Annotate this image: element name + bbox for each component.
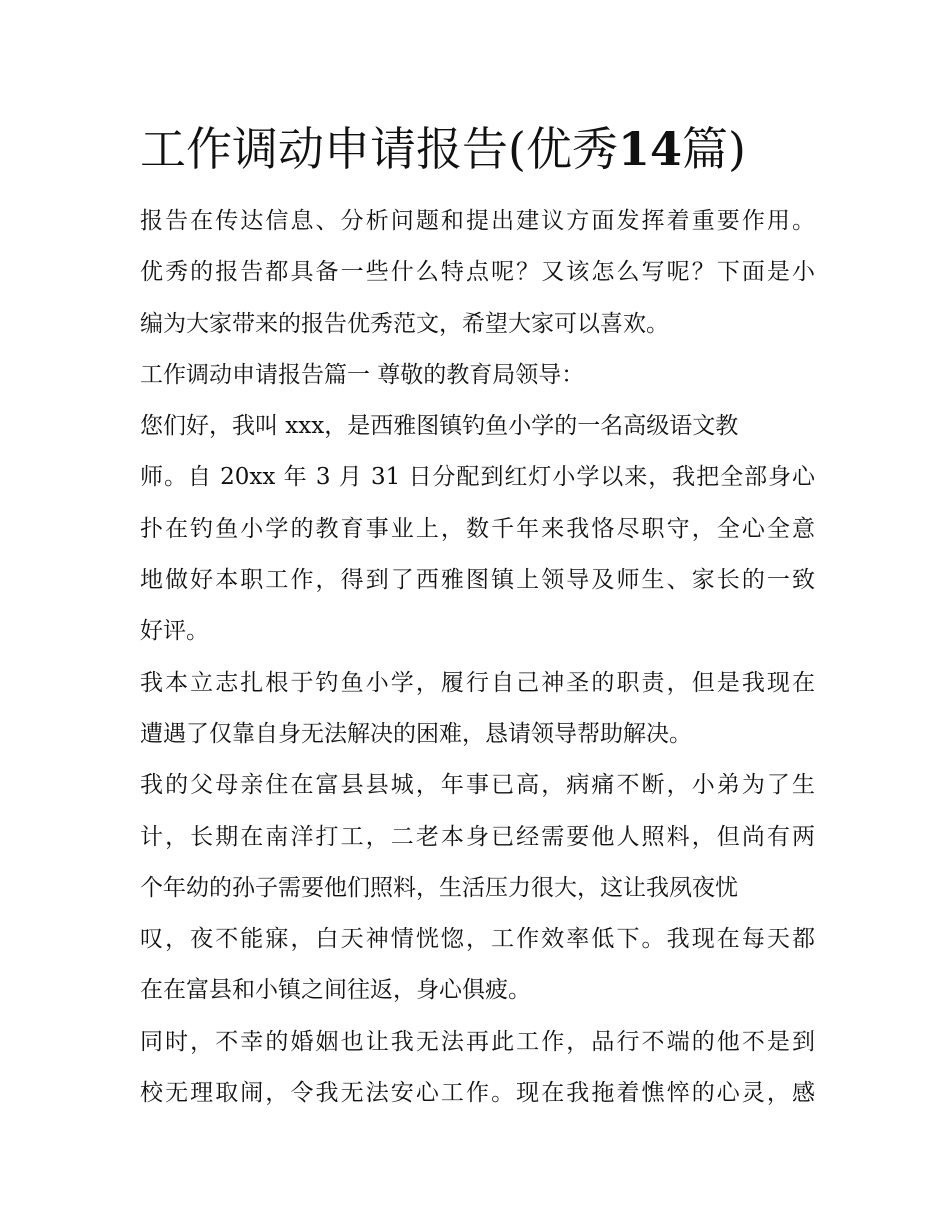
title-suffix: 篇) (681, 122, 746, 176)
text-line: 编为大家带来的报告优秀范文，希望大家可以喜欢。 (140, 310, 669, 337)
text-line: 校无理取闹，令我无法安心工作。现在我拖着憔悴的心灵，感 (140, 1080, 815, 1107)
text-line: 优秀的报告都具备一些什么特点呢？又该怎么写呢？下面是小 (140, 259, 815, 286)
text-line: 工作调动申请报告篇一 尊敬的教育局领导： (140, 361, 585, 388)
title-prefix: 工作调动申请报告(优秀 (140, 122, 618, 176)
page-title (140, 118, 840, 180)
text-line: 我的父母亲住在富县县城，年事已高，病痛不断，小弟为了生 (140, 772, 815, 799)
text-line: 好评。 (140, 618, 209, 645)
text-line: 同时，不幸的婚姻也让我无法再此工作，品行不端的他不是到 (140, 1028, 815, 1055)
text-line: 叹，夜不能寐，白天神情恍惚，工作效率低下。我现在每天都 (140, 926, 815, 953)
text-line: 地做好本职工作，得到了西雅图镇上领导及师生、家长的一致 (140, 567, 815, 594)
text-line: 遭遇了仅靠自身无法解决的困难，恳请领导帮助解决。 (140, 720, 692, 747)
text-line: 我本立志扎根于钓鱼小学，履行自己神圣的职责，但是我现在 (140, 669, 815, 696)
text-line: 在在富县和小镇之间往返，身心俱疲。 (140, 977, 531, 1004)
text-line: 扑在钓鱼小学的教育事业上，数千年来我恪尽职守，全心全意 (140, 515, 815, 542)
text-line: 报告在传达信息、分析问题和提出建议方面发挥着重要作用。 (140, 208, 815, 234)
text-line: 个年幼的孙子需要他们照料，生活压力很大，这让我夙夜忧 (140, 874, 738, 901)
document-body (140, 196, 815, 1119)
text-line: 您们好，我叫 xxx，是西雅图镇钓鱼小学的一名高级语文教 (140, 413, 739, 440)
title-number: 14 (617, 122, 682, 176)
text-line: 计，长期在南洋打工，二老本身已经需要他人照料，但尚有两 (140, 823, 815, 850)
text-line: 师。自 20xx 年 3 月 31 日分配到红灯小学以来，我把全部身心 (140, 464, 815, 491)
